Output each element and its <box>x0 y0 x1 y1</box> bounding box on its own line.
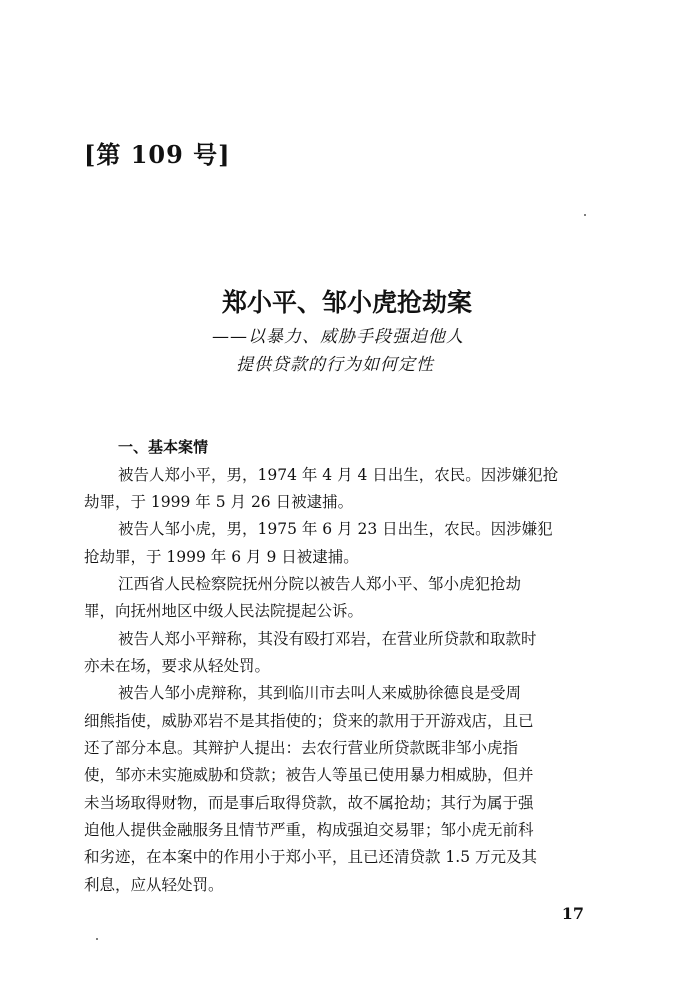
scan-speck <box>96 938 98 940</box>
page-number: 17 <box>561 904 584 923</box>
body-line: 还了部分本息。其辩护人提出：去农行营业所贷款既非邹小虎指 <box>84 739 519 757</box>
body-line: 被告人郑小平，男，1974 年 4 月 4 日出生，农民。因涉嫌犯抢 <box>118 466 559 484</box>
body-line: 亦未在场，要求从轻处罚。 <box>84 657 271 675</box>
body-line: 抢劫罪，于 1999 年 6 月 9 日被逮捕。 <box>84 548 359 566</box>
case-number: [第 109 号] <box>84 140 231 169</box>
section-heading: 一、基本案情 <box>118 438 209 456</box>
case-subtitle-line-2: 提供贷款的行为如何定性 <box>236 355 434 375</box>
body-line: 江西省人民检察院抚州分院以被告人郑小平、邹小虎犯抢劫 <box>118 575 522 593</box>
body-line: 被告人郑小平辩称，其没有殴打邓岩，在营业所贷款和取款时 <box>118 630 537 648</box>
body-line: 使，邹亦未实施威胁和贷款；被告人等虽已使用暴力相威胁，但并 <box>84 766 534 784</box>
body-line: 利息，应从轻处罚。 <box>84 876 224 894</box>
body-line: 被告人邹小虎，男，1975 年 6 月 23 日出生，农民。因涉嫌犯 <box>118 520 553 538</box>
body-line: 细熊指使，威胁邓岩不是其指使的；贷来的款用于开游戏店，且已 <box>84 712 534 730</box>
body-line: 劫罪，于 1999 年 5 月 26 日被逮捕。 <box>84 493 354 511</box>
case-title: 郑小平、邹小虎抢劫案 <box>221 288 472 317</box>
body-line: 被告人邹小虎辩称，其到临川市去叫人来威胁徐德良是受周 <box>118 684 522 702</box>
scan-speck <box>584 214 586 216</box>
body-line: 未当场取得财物，而是事后取得贷款，故不属抢劫；其行为属于强 <box>84 794 534 812</box>
case-subtitle-line-1: ——以暴力、威胁手段强迫他人 <box>212 327 464 347</box>
body-line: 迫他人提供金融服务且情节严重，构成强迫交易罪；邹小虎无前科 <box>84 821 534 839</box>
body-line: 和劣迹，在本案中的作用小于郑小平，且已还清贷款 1.5 万元及其 <box>84 848 538 866</box>
body-line: 罪，向抚州地区中级人民法院提起公诉。 <box>84 602 364 620</box>
